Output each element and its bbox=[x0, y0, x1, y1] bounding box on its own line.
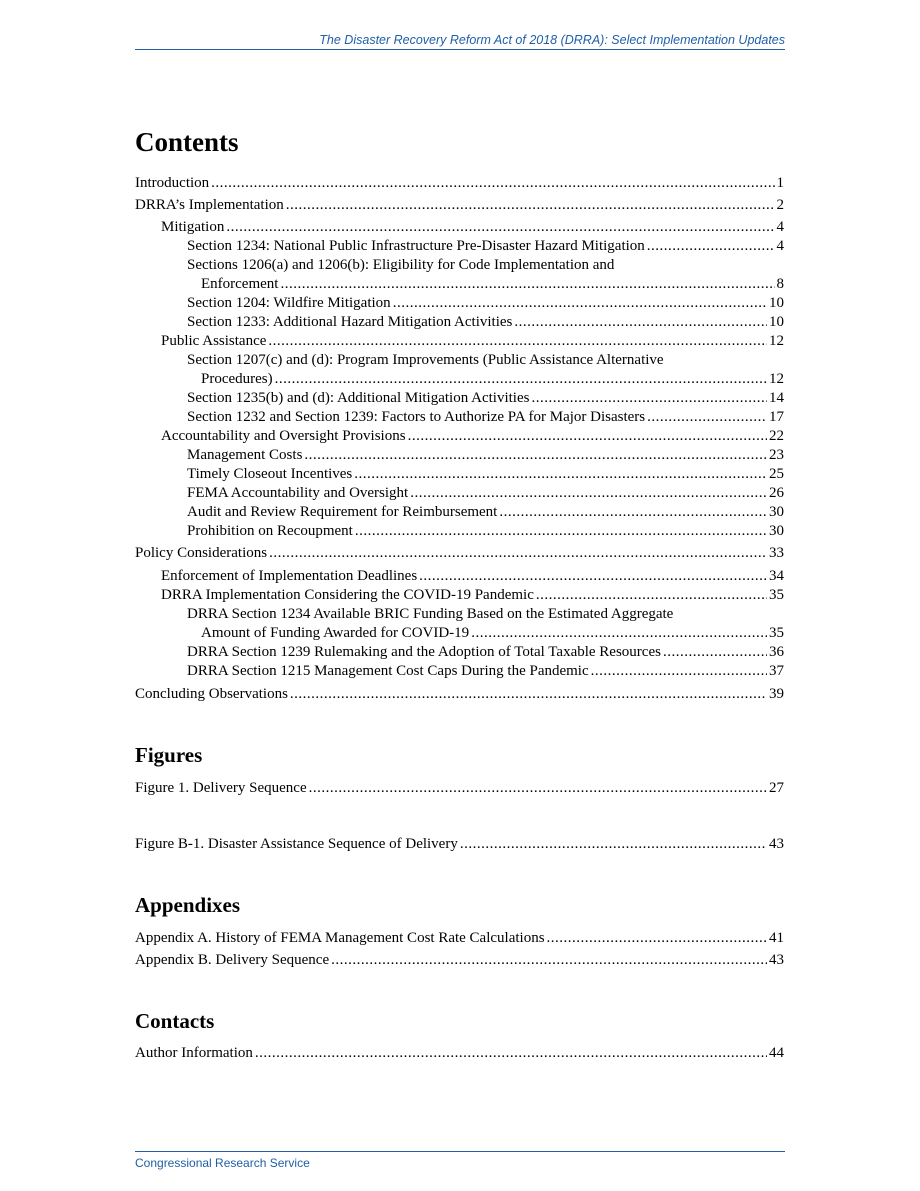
toc-entry[interactable]: Timely Closeout Incentives ..... 25 bbox=[187, 465, 784, 484]
toc-entry[interactable]: Section 1207(c) and (d): Program Improvements (Public Assistance Alternative Procedures) ..... 12 bbox=[187, 351, 784, 389]
toc-entry[interactable]: Audit and Review Requirement for Reimbursement ..... 30 bbox=[187, 503, 784, 522]
toc-entry[interactable]: Section 1235(b) and (d): Additional Mitigation Activities ..... 14 bbox=[187, 389, 784, 408]
toc-entry[interactable]: Appendix B. Delivery Sequence ..... 43 bbox=[135, 951, 784, 970]
toc-entry[interactable]: Figure B-1. Disaster Assistance Sequence of Delivery ..... 43 bbox=[135, 835, 784, 854]
toc-entry[interactable]: Enforcement of Implementation Deadlines ..... 34 bbox=[161, 567, 784, 586]
toc-entry[interactable]: Sections 1206(a) and 1206(b): Eligibility for Code Implementation and Enforcement ..... 8 bbox=[187, 256, 784, 294]
contacts-heading: Contacts bbox=[135, 1009, 215, 1033]
running-header bbox=[135, 33, 785, 50]
toc-entry[interactable]: Concluding Observations ..... 39 bbox=[135, 685, 784, 704]
toc-entry[interactable]: Section 1234: National Public Infrastructure Pre-Disaster Hazard Mitigation ..... 4 bbox=[187, 237, 784, 256]
page-footer bbox=[135, 1151, 785, 1170]
toc-entry[interactable]: Public Assistance ..... 12 bbox=[161, 332, 784, 351]
toc-entry[interactable]: Accountability and Oversight Provisions ..... 22 bbox=[161, 427, 784, 446]
toc-entry[interactable]: Section 1232 and Section 1239: Factors to Authorize PA for Major Disasters ..... 17 bbox=[187, 408, 784, 427]
running-header-title: The Disaster Recovery Reform Act of 2018 (DRRA): Select Implementation Updates bbox=[319, 33, 785, 47]
toc-entry[interactable]: DRRA Section 1215 Management Cost Caps During the Pandemic ..... 37 bbox=[187, 662, 784, 681]
toc-entry[interactable]: FEMA Accountability and Oversight ..... 26 bbox=[187, 484, 784, 503]
toc-entry[interactable]: DRRA Implementation Considering the COVID-19 Pandemic ..... 35 bbox=[161, 586, 784, 605]
toc-entry[interactable]: Section 1204: Wildfire Mitigation ..... 10 bbox=[187, 294, 784, 313]
toc-entry[interactable]: Author Information ..... 44 bbox=[135, 1044, 784, 1063]
appendixes-heading: Appendixes bbox=[135, 893, 241, 917]
toc-entry[interactable]: Prohibition on Recoupment ..... 30 bbox=[187, 522, 784, 541]
toc-entry[interactable]: Introduction ..... 1 bbox=[135, 174, 784, 193]
toc-entry[interactable]: DRRA Section 1239 Rulemaking and the Adoption of Total Taxable Resources ..... 36 bbox=[187, 643, 784, 662]
toc-entry[interactable]: Figure 1. Delivery Sequence ..... 27 bbox=[135, 779, 784, 798]
toc-entry[interactable]: DRRA Section 1234 Available BRIC Funding Based on the Estimated Aggregate Amount of Funding Awarded for COVID-19 ..... 35 bbox=[187, 605, 784, 643]
toc-entry[interactable]: Policy Considerations ..... 33 bbox=[135, 544, 784, 563]
footer-text: Congressional Research Service bbox=[135, 1156, 310, 1170]
contents-heading: Contents bbox=[135, 127, 239, 157]
figures-heading: Figures bbox=[135, 743, 203, 767]
toc-entry[interactable]: Management Costs ..... 23 bbox=[187, 446, 784, 465]
toc-entry[interactable]: DRRA’s Implementation ..... 2 bbox=[135, 196, 784, 215]
toc-entry[interactable]: Section 1233: Additional Hazard Mitigation Activities ..... 10 bbox=[187, 313, 784, 332]
toc-entry[interactable]: Mitigation ..... 4 bbox=[161, 218, 784, 237]
toc-entry[interactable]: Appendix A. History of FEMA Management Cost Rate Calculations ..... 41 bbox=[135, 929, 784, 948]
